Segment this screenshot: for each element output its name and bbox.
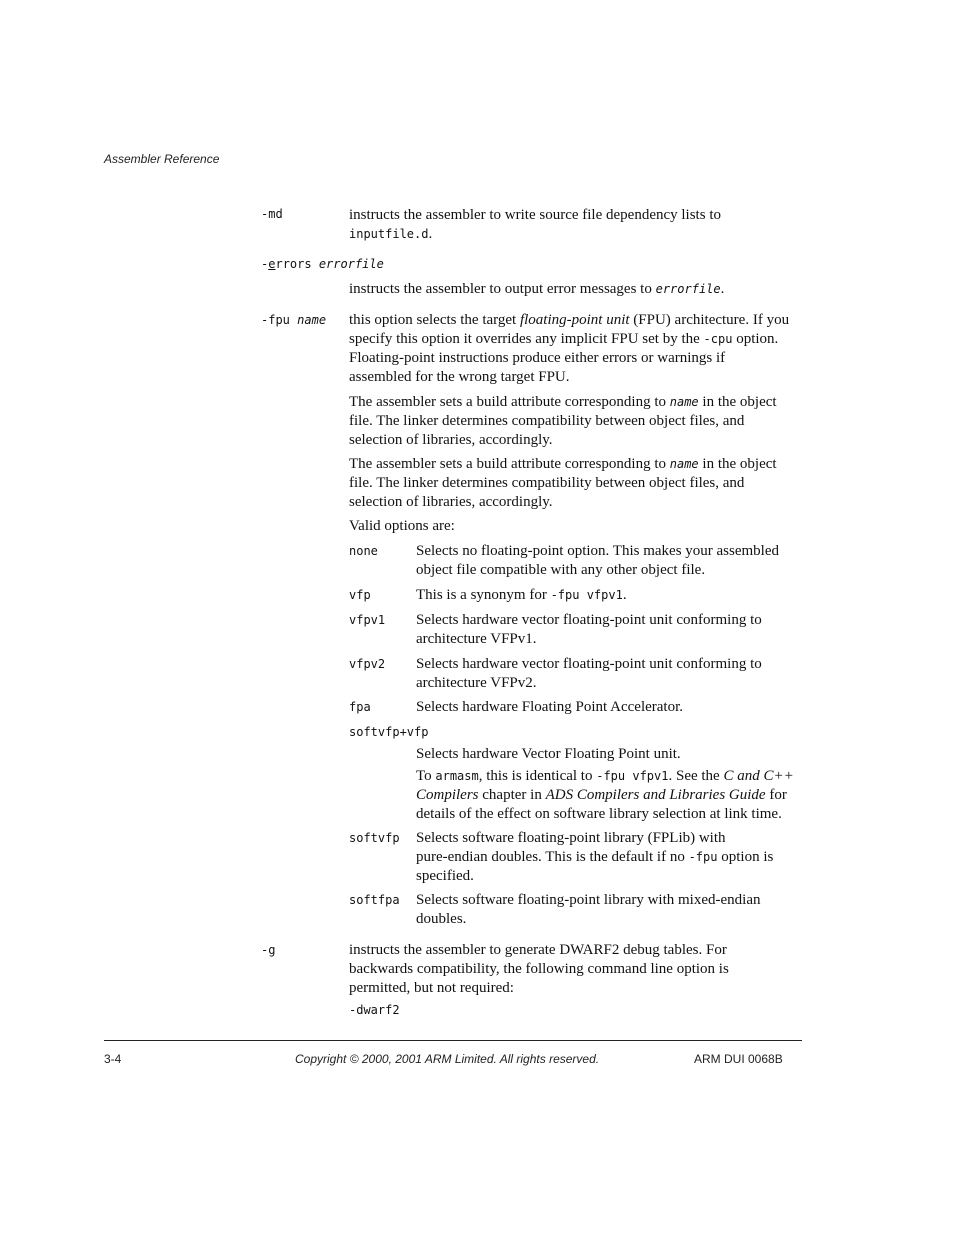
vfp-a: This is a synonym for (416, 587, 547, 603)
vfpv2-l1: Selects hardware vector floating-point unit conforming to (416, 656, 762, 672)
footer-rule (104, 1040, 802, 1041)
vfp-code: -fpu vfpv1 (550, 588, 623, 602)
svv-p2-a: To (416, 768, 432, 784)
g-l2: backwards compatibility, the following command line option is (349, 961, 729, 977)
errors-file: errorfile (655, 282, 721, 296)
softvfp-l3: specified. (416, 868, 474, 884)
softvfp-l2-b: option is (721, 849, 774, 865)
vfp-description (416, 586, 806, 605)
fpu-p1-em: floating-point unit (519, 312, 630, 328)
g-l3: permitted, but not required: (349, 980, 514, 996)
svv-p2-e: for (769, 787, 787, 803)
svv-p2-armasm: armasm (435, 769, 479, 783)
document-id: ARM DUI 0068B (694, 1052, 783, 1066)
g-description (349, 941, 804, 998)
fpu-p1-line3: Floating-point instructions produce either errors or warnings if (349, 350, 726, 366)
softvfp-description (416, 829, 806, 886)
fpu-paragraph-1 (349, 311, 804, 387)
fpu-p2-line2: file. The linker determines compatibility between object files, and (349, 413, 745, 429)
option-g: -g (261, 943, 276, 957)
vfpv2-description (416, 655, 806, 693)
term-vfp: vfp (349, 588, 371, 602)
none-description (416, 542, 806, 580)
vfpv1-l2: architecture VFPv1. (416, 631, 537, 647)
md-description (349, 206, 804, 244)
vfpv1-l1: Selects hardware vector floating-point unit conforming to (416, 612, 762, 628)
term-softvfp: softvfp (349, 831, 400, 845)
vfpv2-l2: architecture VFPv2. (416, 675, 537, 691)
softvfp-l1: Selects software floating-point library (FPLib) with (416, 830, 726, 846)
errors-description (349, 280, 804, 299)
md-file: inputfile.d (349, 227, 429, 241)
svv-p2-d: chapter in (482, 787, 542, 803)
svv-p2-em2: Compilers (416, 787, 479, 803)
softvfp-l2-a: pure-endian doubles. This is the default if no (416, 849, 685, 865)
fpu-p3-b: in the object (702, 456, 777, 472)
softfpa-l1: Selects software floating-point library with mixed-endian (416, 892, 761, 908)
svv-p2-em3: ADS Compilers and Libraries Guide (545, 787, 766, 803)
option-md: -md (261, 207, 283, 221)
fpu-p3-a: The assembler sets a build attribute corresponding to (349, 456, 666, 472)
fpu-p2-a: The assembler sets a build attribute corresponding to (349, 394, 666, 410)
page-number: 3-4 (104, 1052, 122, 1066)
term-fpa: fpa (349, 700, 371, 714)
fpu-p1-line4: assembled for the wrong target FPU. (349, 369, 570, 385)
svv-p2-code: -fpu vfpv1 (596, 769, 669, 783)
md-text: instructs the assembler to write source file dependency lists to (349, 207, 721, 223)
none-l1: Selects no floating-point option. This makes your assembled (416, 543, 780, 559)
fpu-p1-line2-b: option. (736, 331, 779, 347)
vfpv1-description (416, 611, 806, 649)
fpu-option: -fpu (261, 313, 290, 327)
softvfp-vfp-paragraph-2 (416, 767, 806, 824)
option-fpu (261, 313, 326, 327)
option-errors (261, 257, 384, 271)
fpu-paragraph-3 (349, 455, 804, 512)
errors-end: . (720, 281, 725, 297)
fpu-p1-b: (FPU) architecture. If you (633, 312, 790, 328)
term-softfpa: softfpa (349, 893, 400, 907)
fpu-p1-a: this option selects the target (349, 312, 517, 328)
fpa-description: Selects hardware Floating Point Accelerator. (416, 699, 684, 715)
svv-p2-b: , this is identical to (478, 768, 593, 784)
softvfp-vfp-description: Selects hardware Vector Floating Point unit. (416, 746, 681, 762)
term-vfpv2: vfpv2 (349, 657, 386, 671)
fpu-p2-name: name (669, 395, 699, 409)
softvfp-l2-code: -fpu (688, 850, 718, 864)
g-l1: instructs the assembler to generate DWARF2 debug tables. For (349, 942, 727, 958)
g-code-dwarf2: -dwarf2 (349, 1003, 400, 1017)
errors-e: e (268, 257, 276, 271)
svv-p2-em1: C and C++ (723, 768, 794, 784)
term-softvfp-vfp: softvfp+vfp (349, 725, 429, 739)
errors-text: instructs the assembler to output error messages to (349, 281, 652, 297)
fpu-p3-line3: selection of libraries, accordingly. (349, 494, 553, 510)
errors-dash: - (261, 257, 269, 271)
fpu-valid-options: Valid options are: (349, 518, 455, 534)
svv-p2-l3: details of the effect on software library selection at link time. (416, 806, 782, 822)
fpu-arg: name (297, 313, 327, 327)
softfpa-description (416, 891, 806, 929)
fpu-p1-cpu: -cpu (703, 332, 733, 346)
term-vfpv1: vfpv1 (349, 613, 386, 627)
running-header: Assembler Reference (104, 152, 220, 166)
copyright-notice: Copyright © 2000, 2001 ARM Limited. All rights reserved. (295, 1052, 600, 1066)
term-none: none (349, 544, 378, 558)
fpu-p2-b: in the object (702, 394, 777, 410)
errors-arg: errorfile (318, 257, 384, 271)
md-end: . (428, 226, 433, 242)
fpu-p3-name: name (669, 457, 699, 471)
none-l2: object file compatible with any other object file. (416, 562, 706, 578)
softfpa-l2: doubles. (416, 911, 467, 927)
fpu-p3-line2: file. The linker determines compatibility between object files, and (349, 475, 745, 491)
fpu-paragraph-2 (349, 393, 804, 450)
fpu-p2-line3: selection of libraries, accordingly. (349, 432, 553, 448)
errors-rest: rrors (275, 257, 312, 271)
fpu-p1-line2-a: specify this option it overrides any implicit FPU set by the (349, 331, 700, 347)
svv-p2-c: . See the (668, 768, 720, 784)
vfp-end: . (622, 587, 627, 603)
